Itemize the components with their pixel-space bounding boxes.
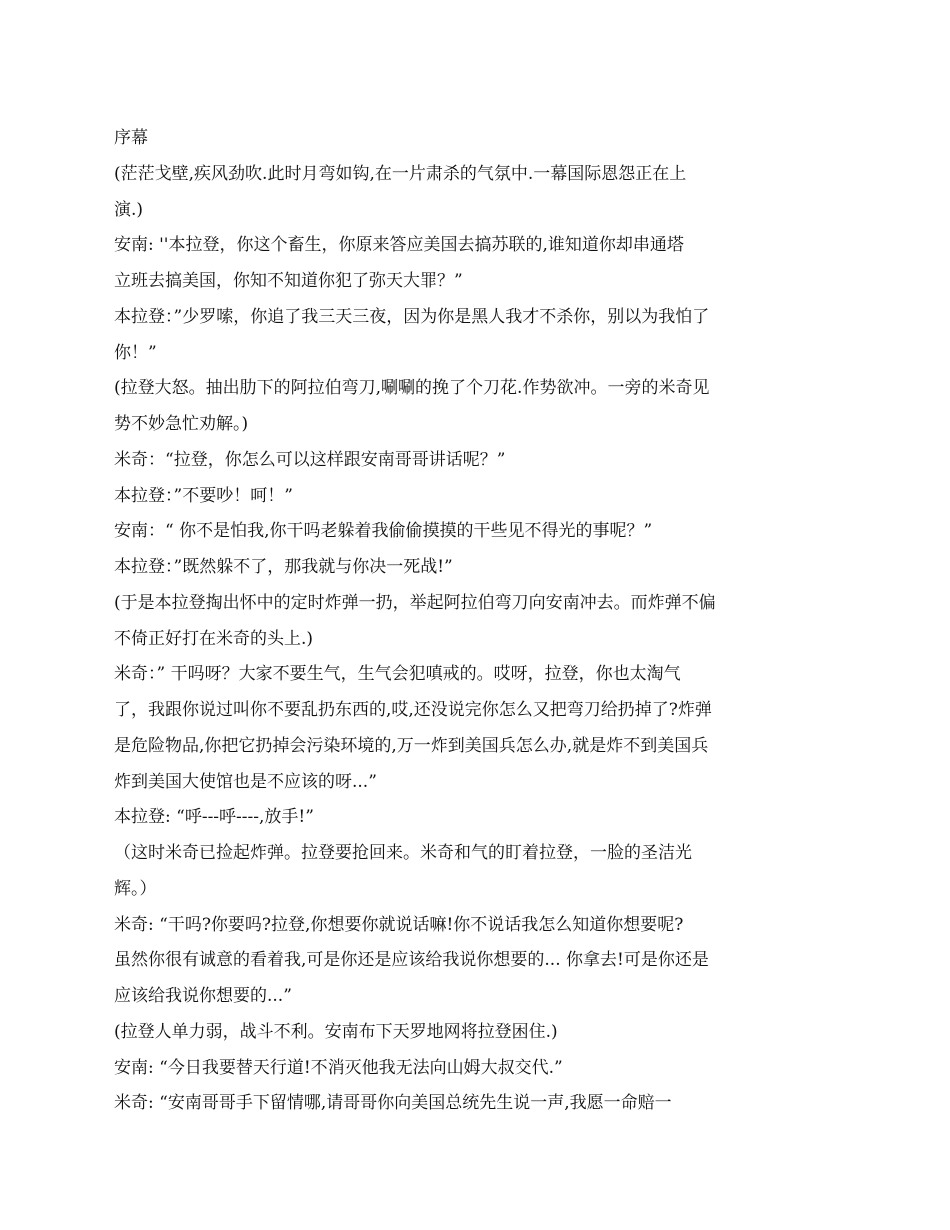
dialogue-line: 是危险物品,你把它扔掉会污染环境的,万一炸到美国兵怎么办,就是炸不到美国兵 [114, 735, 709, 756]
dialogue-line: 安南: “今日我要替天行道!不消灭他我无法向山姆大叔交代.” [114, 1057, 563, 1078]
dialogue-line: 米奇：” 干吗呀？大家不要生气，生气会犯嗔戒的。哎呀，拉登，你也太淘气 [114, 664, 681, 685]
stage-direction-line: 辉。） [114, 878, 157, 899]
dialogue-line: 炸到美国大使馆也是不应该的呀...” [114, 771, 377, 792]
stage-direction-line: (拉登大怒。抽出肋下的阿拉伯弯刀,唰唰的挽了个刀花.作势欲冲。一旁的米奇见 [114, 378, 710, 399]
dialogue-line: 本拉登: “呼---呼----,放手!” [114, 807, 314, 828]
stage-direction-line: (茫茫戈壁,疾风劲吹.此时月弯如钩,在一片肃杀的气氛中.一幕国际恩怨正在上 [114, 163, 687, 184]
dialogue-line: 虽然你很有诚意的看着我,可是你还是应该给我说你想要的... 你拿去!可是你还是 [114, 950, 709, 971]
dialogue-line: 安南: ''本拉登，你这个畜生，你原来答应美国去搞苏联的,谁知道你却串通塔 [114, 235, 684, 256]
dialogue-line: 米奇: “干吗?你要吗?拉登,你想要你就说话嘛!你不说话我怎么知道你想要呢? [114, 914, 684, 935]
stage-direction-line: 势不妙急忙劝解。) [114, 414, 249, 434]
dialogue-line: 了，我跟你说过叫你不要乱扔东西的,哎,还没说完你怎么又把弯刀给扔掉了?炸弹 [114, 700, 712, 720]
dialogue-line: 米奇：“拉登，你怎么可以这样跟安南哥哥讲话呢？” [114, 449, 506, 470]
stage-direction-line: (于是本拉登掏出怀中的定时炸弹一扔，举起阿拉伯弯刀向安南冲去。而炸弹不偏 [114, 592, 716, 613]
document-body [114, 121, 814, 1122]
dialogue-line: 米奇: “安南哥哥手下留情哪,请哥哥你向美国总统先生说一声,我愿一命赔一 [114, 1093, 672, 1114]
dialogue-line: 立班去搞美国，你知不知道你犯了弥天大罪？” [114, 271, 463, 291]
dialogue-line: 本拉登：”既然躲不了，那我就与你决一死战!” [114, 557, 453, 577]
stage-direction-line: 不倚正好打在米奇的头上.) [114, 628, 314, 649]
dialogue-line: 安南：“ 你不是怕我,你干吗老躲着我偷偷摸摸的干些见不得光的事呢？” [114, 521, 653, 542]
dialogue-line: 本拉登：”少罗嗦，你追了我三天三夜，因为你是黑人我才不杀你，别以为我怕了 [114, 306, 710, 327]
dialogue-line: 你！” [114, 342, 157, 363]
dialogue-line: 本拉登：”不要吵！呵！” [114, 485, 293, 506]
section-title: 序幕 [114, 128, 148, 148]
stage-direction-line: 演.) [114, 199, 144, 220]
stage-direction-line: (拉登人单力弱，战斗不利。安南布下天罗地网将拉登困住.) [114, 1021, 558, 1042]
dialogue-line: 应该给我说你想要的...” [114, 986, 292, 1006]
stage-direction-line: （这时米奇已捡起炸弹。拉登要抢回来。米奇和气的盯着拉登，一脸的圣洁光 [114, 843, 692, 863]
